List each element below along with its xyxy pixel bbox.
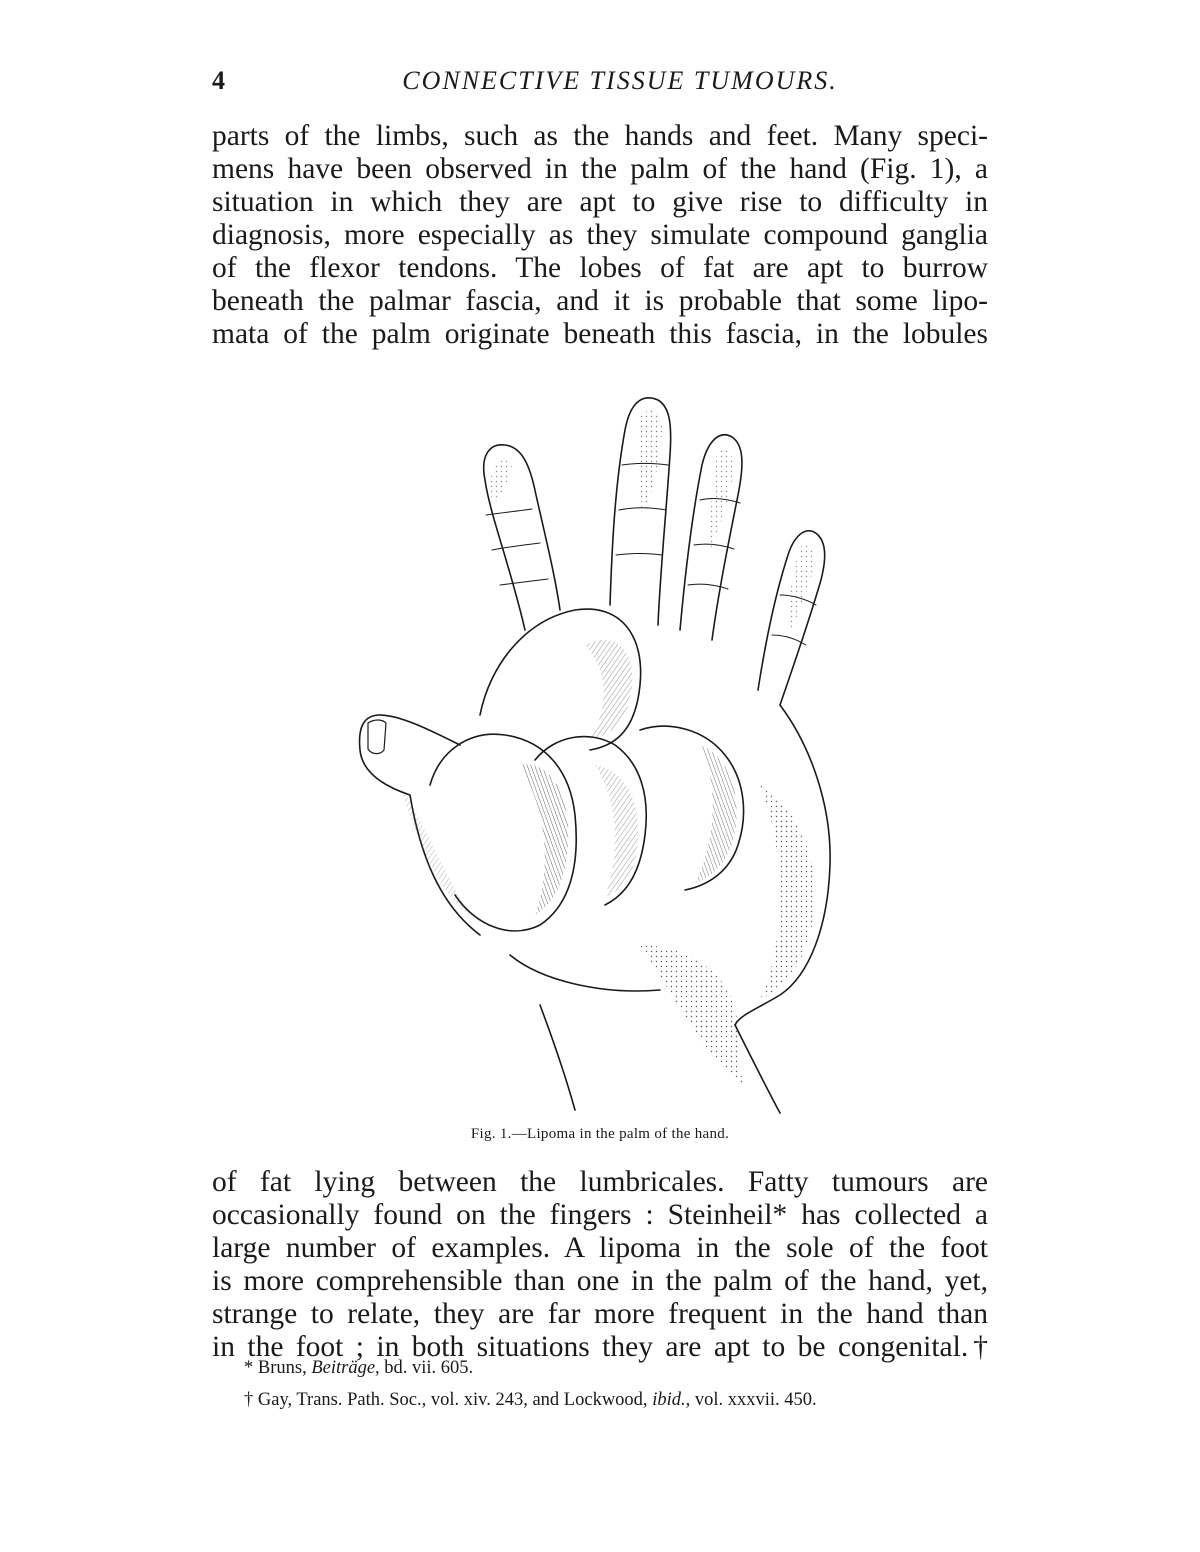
text-line: diagnosis, more especially as they simulate compound ganglia (212, 219, 988, 251)
text-line: strange to relate, they are far more frequent in the hand than (212, 1298, 988, 1330)
text-line: of fat lying between the lumbricales. Fatty tumours are (212, 1166, 988, 1198)
page-number: 4 (212, 66, 225, 95)
text-line: in the foot ; in both situations they are apt to be congenital.† (212, 1331, 988, 1363)
text-line: parts of the limbs, such as the hands and feet. Many speci- (212, 120, 988, 152)
footnote-italic: Beiträge (311, 1358, 376, 1378)
footnote-text: , vol. xxxvii. 450. (685, 1390, 817, 1410)
text-line: mata of the palm originate beneath this fascia, in the lobules (212, 318, 988, 350)
text-line: occasionally found on the fingers : Steinheil* has collected a (212, 1199, 988, 1231)
text-line: beneath the palmar fascia, and it is probable that some lipo- (212, 285, 988, 317)
footnote-1 (244, 1352, 1004, 1384)
footnote-text: * Bruns, (244, 1358, 312, 1378)
text-line: situation in which they are apt to give rise to difficulty in (212, 186, 988, 218)
figure-caption: Fig. 1.—Lipoma in the palm of the hand. (470, 1126, 730, 1142)
text-line: mens have been observed in the palm of the hand (Fig. 1), a (212, 153, 988, 185)
paragraph-top (212, 120, 988, 351)
hand-engraving-icon (340, 385, 840, 1120)
footnotes (244, 1352, 1004, 1416)
paragraph-bottom (212, 1166, 988, 1364)
footnote-italic: ibid. (652, 1390, 686, 1410)
hand-lipoma-illustration (340, 385, 840, 1120)
text-line: of the flexor tendons. The lobes of fat are apt to burrow (212, 252, 988, 284)
footnote-text: , bd. vii. 605. (375, 1358, 474, 1378)
footnote-2 (244, 1384, 1004, 1416)
text-line: large number of examples. A lipoma in the sole of the foot (212, 1232, 988, 1264)
footnote-text: † Gay, Trans. Path. Soc., vol. xiv. 243, and Lockwood, (244, 1390, 653, 1410)
running-head: CONNECTIVE TISSUE TUMOURS. (402, 66, 838, 95)
text-line: is more comprehensible than one in the palm of the hand, yet, (212, 1265, 988, 1297)
